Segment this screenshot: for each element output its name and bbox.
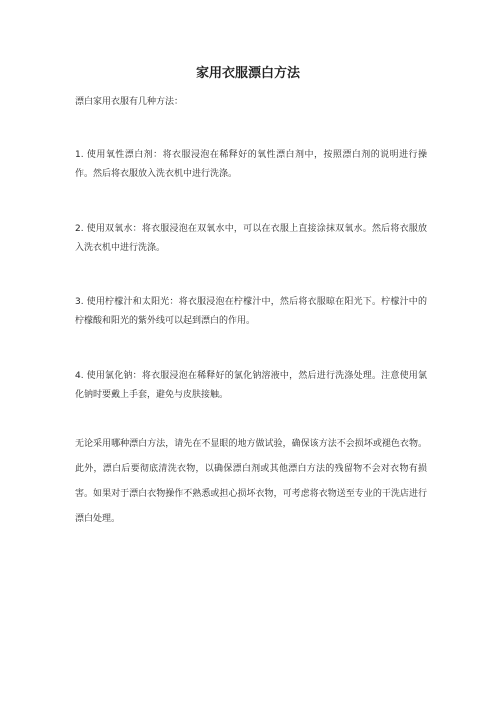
document-title: 家用衣服漂白方法 [195, 66, 300, 81]
method-4-paragraph: 4. 使用氯化钠：将衣服浸泡在稀释好的氯化钠溶液中，然后进行洗涤处理。注意使用氯化钠时要戴上手套，避免与皮肤接触。 [75, 371, 427, 400]
method-1-paragraph: 1. 使用氧性漂白剂：将衣服浸泡在稀释好的氧性漂白剂中，按照漂白剂的说明进行操作。然后将衣服放入洗衣机中进行洗涤。 [75, 150, 427, 179]
method-2-paragraph: 2. 使用双氧水：将衣服浸泡在双氧水中，可以在衣服上直接涂抹双氧水。然后将衣服放入洗衣机中进行洗涤。 [75, 224, 427, 253]
conclusion-paragraph: 无论采用哪种漂白方法，请先在不显眼的地方做试验，确保该方法不会损坏或褪色衣物。此外，漂白后要彻底清洗衣物，以确保漂白剂或其他漂白方法的残留物不会对衣物有损害。如果对于漂白衣物操作不熟悉或担心损坏衣物，可考虑将衣物送至专业的干洗店进行漂白处理。 [75, 439, 427, 524]
method-3-paragraph: 3. 使用柠檬汁和太阳光：将衣服浸泡在柠檬汁中，然后将衣服晾在阳光下。柠檬汁中的柠檬酸和阳光的紫外线可以起到漂白的作用。 [75, 297, 427, 326]
intro-paragraph: 漂白家用衣服有几种方法： [75, 97, 184, 107]
